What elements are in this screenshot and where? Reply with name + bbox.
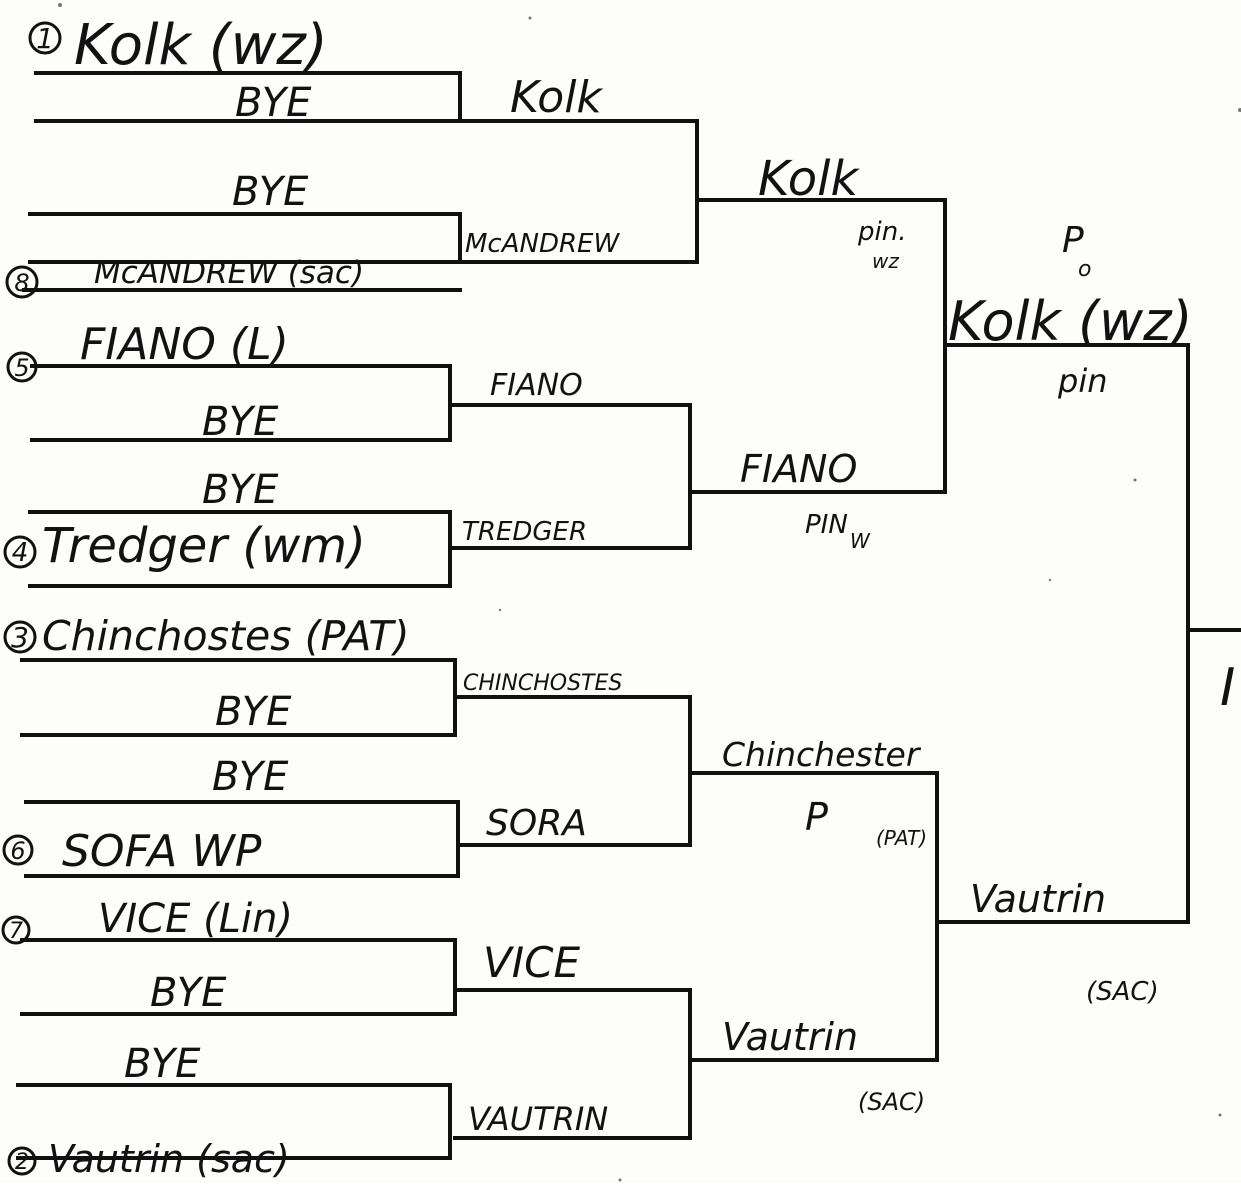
final-winner-partial: I [1220, 658, 1236, 718]
seed-1: 1 [36, 22, 54, 55]
round3-winner-3-note2: (PAT) [876, 826, 928, 850]
seed-8: 8 [14, 269, 30, 297]
round3-winner-2-note2: W [850, 529, 870, 553]
entrant-12-name: SOFA WP [62, 826, 262, 877]
entrant-15-name: BYE [124, 1041, 201, 1087]
entrant-4-name: McANDREW (sac) [94, 255, 365, 291]
round3-lines [690, 200, 945, 1060]
semi-lines [937, 345, 1241, 922]
entrant-11-name: BYE [212, 754, 289, 800]
semi-bottom-name: Vautrin [970, 877, 1107, 921]
round3-winner-2: FIANO [740, 447, 858, 491]
entrant-14-name: BYE [150, 970, 227, 1016]
semi-top-name: Kolk (wz) [948, 290, 1193, 353]
entrant-9-name: Chinchostes (PAT) [42, 612, 410, 660]
semi-top-note-below: pin [1058, 362, 1108, 400]
entrant-16-name: Vautrin (sac) [48, 1137, 290, 1181]
round3-winner-3-note: P [805, 795, 828, 839]
round3-winner-1-note2: wz [872, 249, 899, 273]
round2-winner-2: McANDREW [465, 229, 620, 259]
entrant-8-name: Tredger (wm) [42, 518, 366, 574]
round3-winner-2-note: PIN [805, 510, 848, 540]
entrant-5-name: FIANO (L) [80, 319, 289, 370]
round2-winner-7: VICE [483, 938, 580, 987]
round2-winner-6: SORA [486, 803, 587, 844]
entrant-10-name: BYE [215, 689, 292, 735]
entrant-7-name: BYE [202, 467, 279, 513]
round3-text [722, 151, 927, 1116]
seed-3: 3 [11, 621, 29, 654]
round1-text [9, 13, 409, 1181]
semi-top-note-above2: o [1078, 257, 1092, 282]
seed-circles [3, 23, 60, 1174]
semi-top-note-above: P [1062, 220, 1084, 261]
seed-4: 4 [11, 538, 29, 568]
entrant-13-name: VICE (Lin) [98, 896, 294, 942]
seed-6: 6 [10, 837, 26, 865]
round3-winner-1-note: pin. [858, 217, 907, 247]
seed-7: 7 [9, 919, 23, 944]
entrant-1-name: Kolk (wz) [74, 13, 328, 78]
round2-winner-3: FIANO [490, 368, 583, 403]
seed-2: 2 [15, 1150, 29, 1175]
round3-winner-4: Vautrin [722, 1015, 859, 1059]
seed-5: 5 [14, 354, 30, 382]
semi-text [948, 220, 1235, 1007]
round2-winner-8: VAUTRIN [468, 1100, 609, 1138]
semi-bottom-note: (SAC) [1086, 977, 1159, 1007]
entrant-3-name: BYE [232, 169, 309, 215]
round2-winner-4: TREDGER [462, 517, 588, 547]
round2-text [462, 72, 622, 1138]
entrant-6-name: BYE [202, 399, 279, 445]
entrant-2-name: BYE [235, 80, 312, 126]
round3-winner-3: Chinchester [722, 735, 920, 774]
round3-winner-1: Kolk [758, 151, 859, 207]
round3-winner-4-note2: (SAC) [858, 1088, 926, 1116]
round2-winner-1: Kolk [510, 72, 602, 123]
round2-winner-5: CHINCHOSTES [463, 671, 623, 696]
